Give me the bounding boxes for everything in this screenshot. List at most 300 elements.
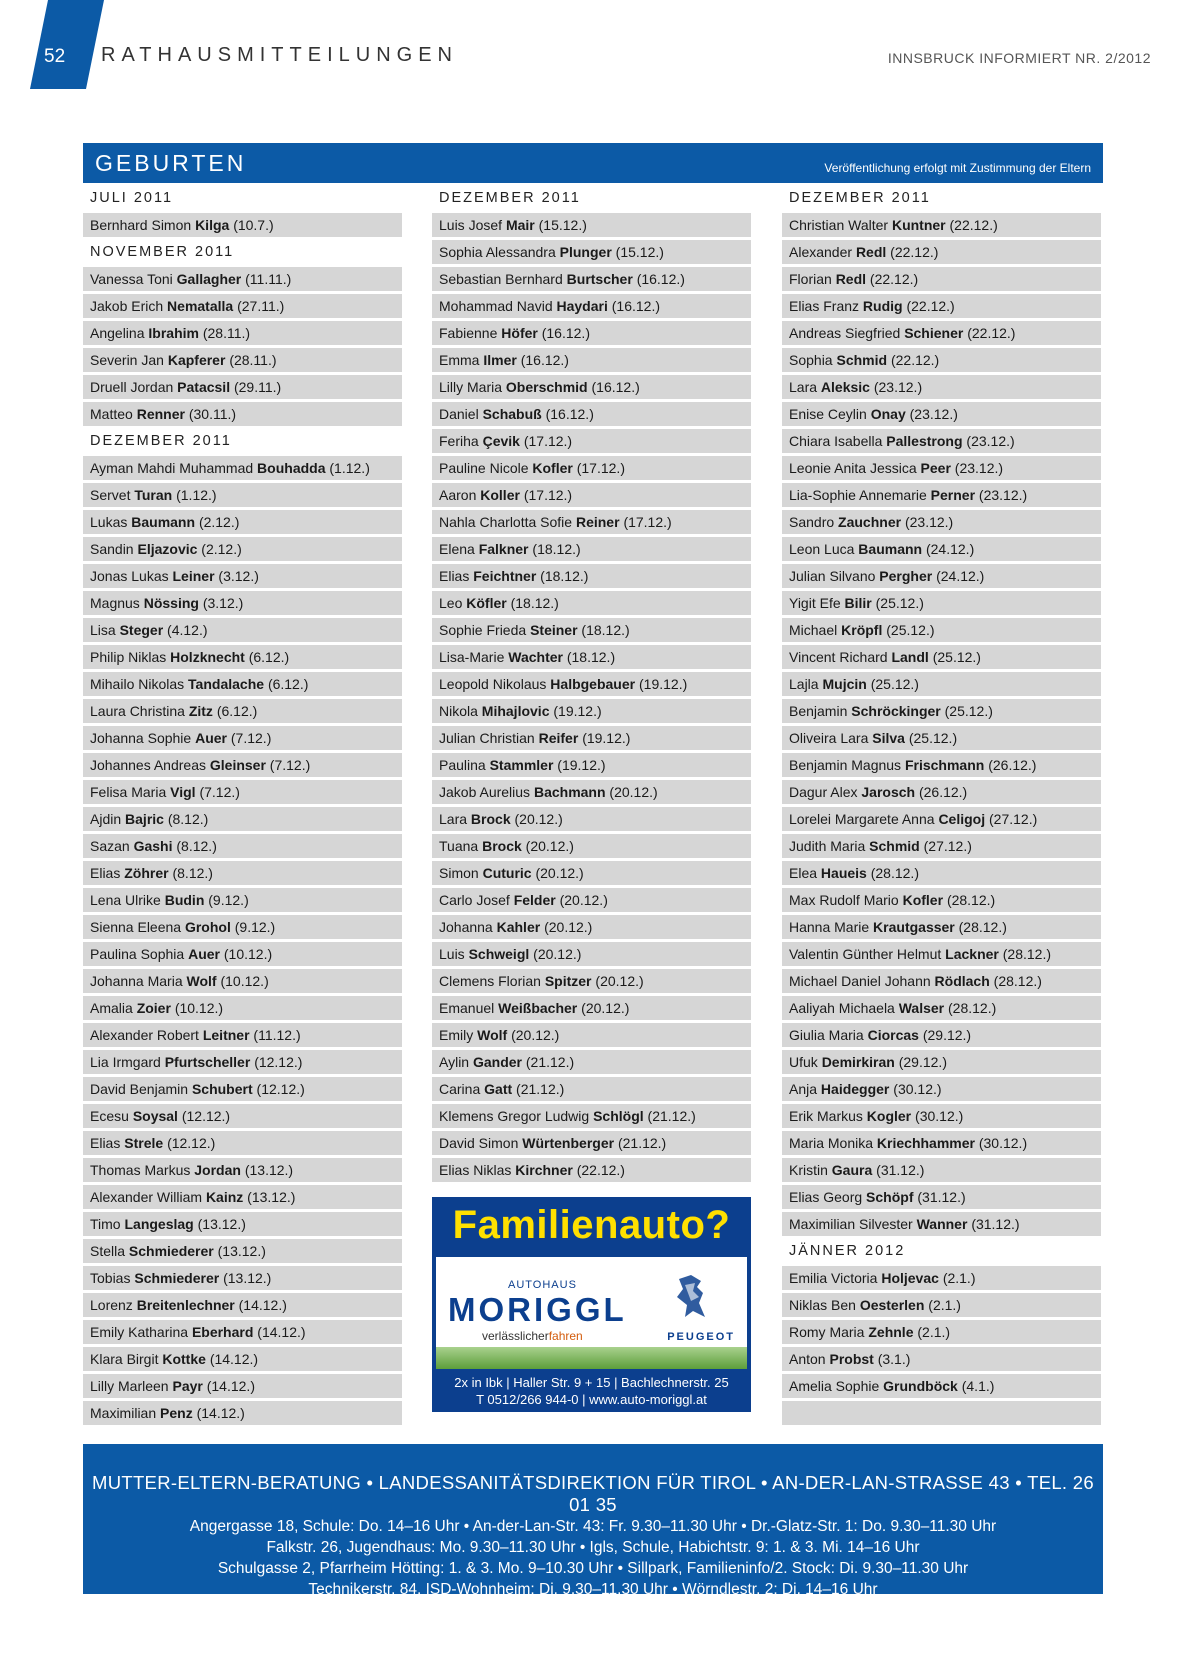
birth-entry (83, 1293, 402, 1317)
birth-entry (782, 996, 1101, 1020)
issue-label: INNSBRUCK INFORMIERT NR. 2/2012 (887, 50, 1151, 66)
first-names: Stella (90, 1243, 126, 1259)
first-names: Dagur Alex (789, 784, 858, 800)
first-names: Alexander Robert (90, 1027, 199, 1043)
birth-entry (432, 321, 751, 345)
first-names: Servet (90, 487, 131, 503)
first-names: Bernhard Simon (90, 217, 192, 233)
first-names: Johanna (439, 919, 493, 935)
birth-entry (432, 483, 751, 507)
surname: Kröpfl (841, 622, 883, 638)
first-names: Maria Monika (789, 1135, 874, 1151)
birth-entry (782, 699, 1101, 723)
birth-entry (83, 402, 402, 426)
first-names: Elias Georg (789, 1189, 863, 1205)
birth-entry (83, 1374, 402, 1398)
first-names: Enise Ceylin (789, 406, 867, 422)
birth-date: (28.12.) (948, 1000, 997, 1016)
birth-entry (782, 267, 1101, 291)
birth-date: (22.12.) (949, 217, 998, 233)
footer-line: Technikerstr. 84, ISD-Wohnheim: Di. 9.30–11.30 Uhr • Wörndlestr. 2: Di. 14–16 Uhr (308, 1581, 878, 1598)
birth-date: (4.1.) (961, 1378, 995, 1394)
surname: Pallestrong (886, 433, 963, 449)
birth-entry (782, 861, 1101, 885)
first-names: Judith Maria (789, 838, 866, 854)
birth-entry (83, 1131, 402, 1155)
first-names: Feriha (439, 433, 479, 449)
birth-date: (10.12.) (174, 1000, 224, 1016)
first-names: Ufuk (789, 1054, 818, 1070)
surname: Zitz (188, 703, 213, 719)
first-names: Lajla (789, 676, 819, 692)
first-names: Maximilian Silvester (789, 1216, 913, 1232)
birth-date: (19.12.) (639, 676, 688, 692)
birth-date: (13.12.) (223, 1270, 272, 1286)
birth-date: (19.12.) (553, 703, 602, 719)
birth-entry (782, 1077, 1101, 1101)
surname: Lackner (945, 946, 999, 962)
birth-entry (83, 1212, 402, 1236)
birth-entry (432, 618, 751, 642)
birth-entry (782, 375, 1101, 399)
birth-date: (2.1.) (942, 1270, 976, 1286)
first-names: Alexander William (90, 1189, 203, 1205)
birth-entry (83, 753, 402, 777)
footer-title: MUTTER-ELTERN-BERATUNG • LANDESSANITÄTSDIREKTION FÜR TIROL • AN-DER-LAN-STRASSE 43 • TEL. 26 01 35 (91, 1472, 1094, 1515)
birth-date: (3.1.) (877, 1351, 911, 1367)
first-names: Christian Walter (789, 217, 889, 233)
surname: Schiener (904, 325, 964, 341)
birth-entry (83, 726, 402, 750)
birth-entry (782, 834, 1101, 858)
first-names: Aylin (439, 1054, 470, 1070)
birth-date: (29.12.) (922, 1027, 972, 1043)
surname: Soysal (132, 1108, 178, 1124)
surname: Gallagher (176, 271, 242, 287)
first-names: Angelina (90, 325, 145, 341)
first-names: Emily Katharina (90, 1324, 189, 1340)
birth-date: (3.12.) (218, 568, 259, 584)
first-names: Carlo Josef (439, 892, 510, 908)
birth-date: (1.12.) (329, 460, 370, 476)
first-names: Lukas (90, 514, 128, 530)
birth-entry (782, 564, 1101, 588)
birth-date: (14.12.) (206, 1378, 255, 1394)
first-names: Pauline Nicole (439, 460, 529, 476)
birth-entry (83, 1158, 402, 1182)
surname: Plunger (559, 244, 612, 260)
surname: Onay (870, 406, 906, 422)
first-names: Lia Irmgard (90, 1054, 161, 1070)
birth-entry (782, 429, 1101, 453)
first-names: Alexander (789, 244, 853, 260)
surname: Ibrahim (148, 325, 199, 341)
footer-line: Schulgasse 2, Pfarrheim Hötting: 1. & 3. Mo. 9–10.30 Uhr • Sillpark, Familieninfo/2. Stock: Di. 9.30–11.30 Uhr (217, 1560, 969, 1577)
birth-date: (6.12.) (216, 703, 258, 719)
surname: Penz (160, 1405, 193, 1421)
ad-peugeot-label: PEUGEOT (667, 1331, 735, 1343)
first-names: Ecesu (90, 1108, 129, 1124)
birth-date: (13.12.) (197, 1216, 246, 1232)
first-names: Yigit Efe (789, 595, 841, 611)
first-names: Philip Niklas (90, 649, 167, 665)
surname: Würtenberger (522, 1135, 615, 1151)
birth-date: (6.12.) (248, 649, 290, 665)
birth-entry (432, 1023, 751, 1047)
birth-entry (432, 456, 751, 480)
birth-date: (20.12.) (535, 865, 584, 881)
moriggl-advertisement[interactable] (432, 1197, 751, 1412)
ad-logo-panel (436, 1257, 747, 1369)
surname: Bilir (844, 595, 872, 611)
surname: Steger (119, 622, 164, 638)
surname: Kofler (902, 892, 944, 908)
first-names: Leopold Nikolaus (439, 676, 547, 692)
surname: Demirkiran (821, 1054, 895, 1070)
first-names: Elias (90, 865, 121, 881)
first-names: Elea (789, 865, 818, 881)
surname: Gleinser (209, 757, 266, 773)
birth-entry (83, 1050, 402, 1074)
birth-date: (6.12.) (267, 676, 309, 692)
birth-entry (83, 861, 402, 885)
birth-date: (20.12.) (544, 919, 593, 935)
birth-entry (782, 1347, 1101, 1371)
birth-date: (14.12.) (196, 1405, 245, 1421)
birth-date: (4.12.) (167, 622, 208, 638)
footer-line: Falkstr. 26, Jugendhaus: Mo. 9.30–11.30 Uhr • Igls, Schule, Habichtstr. 9: 1. & 3. Mi. 14–16 Uhr (266, 1539, 920, 1556)
birth-date: (23.12.) (904, 514, 954, 530)
first-names: Leonie Anita Jessica (789, 460, 917, 476)
surname: Oberschmid (505, 379, 588, 395)
surname: Redl (855, 244, 887, 260)
first-names: Anja (789, 1081, 818, 1097)
birth-date: (20.12.) (581, 1000, 630, 1016)
first-names: Matteo (90, 406, 133, 422)
birth-date: (28.12.) (958, 919, 1007, 935)
birth-date: (15.12.) (538, 217, 587, 233)
first-names: Michael (789, 622, 838, 638)
first-names: Magnus (90, 595, 140, 611)
surname: Haydari (556, 298, 608, 314)
page-number: 52 (44, 46, 66, 67)
birth-date: (18.12.) (566, 649, 616, 665)
birth-entry (432, 267, 751, 291)
birth-date: (23.12.) (873, 379, 923, 395)
birth-date: (2.12.) (198, 514, 240, 530)
surname: Bachmann (533, 784, 606, 800)
first-names: Fabienne (439, 325, 498, 341)
surname: Frischmann (904, 757, 985, 773)
birth-entry (432, 645, 751, 669)
first-names: Nahla Charlotta Sofie (439, 514, 573, 530)
first-names: Elias Niklas (439, 1162, 512, 1178)
surname: Zöhrer (124, 865, 169, 881)
surname: Schöpf (866, 1189, 914, 1205)
first-names: Mohammad Navid (439, 298, 553, 314)
surname: Auer (188, 946, 220, 962)
first-names: Sienna Eleena (90, 919, 182, 935)
birth-date: (14.12.) (209, 1351, 259, 1367)
surname: Kainz (205, 1189, 244, 1205)
first-names: Luis (439, 946, 465, 962)
birth-date: (20.12.) (525, 838, 574, 854)
surname: Peer (920, 460, 951, 476)
birth-date: (21.12.) (525, 1054, 575, 1070)
surname: Bouhadda (257, 460, 326, 476)
surname: Brock (470, 811, 511, 827)
birth-date: (31.12.) (917, 1189, 966, 1205)
surname: Schubert (191, 1081, 253, 1097)
birth-entry (782, 294, 1101, 318)
ad-contact: T 0512/266 944-0 | www.auto-moriggl.at (476, 1392, 707, 1407)
birth-date: (20.12.) (533, 946, 582, 962)
parent-counseling-footer (83, 1444, 1103, 1598)
surname: Gashi (133, 838, 173, 854)
birth-entry (83, 1185, 402, 1209)
surname: Renner (136, 406, 185, 422)
surname: Schweigl (468, 946, 530, 962)
first-names: Michael Daniel Johann (789, 973, 931, 989)
first-names: Sandin (90, 541, 134, 557)
birth-date: (24.12.) (936, 568, 985, 584)
births-column-1 (83, 186, 402, 1428)
ad-address: 2x in Ibk | Haller Str. 9 + 15 | Bachlechnerstr. 25 (454, 1375, 729, 1390)
birth-date: (27.12.) (989, 811, 1038, 827)
birth-date: (10.12.) (223, 946, 273, 962)
first-names: Lisa (90, 622, 116, 638)
birth-entry (782, 456, 1101, 480)
first-names: Chiara Isabella (789, 433, 883, 449)
first-names: Johanna Sophie (90, 730, 192, 746)
ad-slogan-part-a: verlässlicher (482, 1329, 549, 1343)
surname: Schmid (869, 838, 920, 854)
first-names: Maximilian (90, 1405, 157, 1421)
birth-entry (83, 213, 402, 237)
birth-date: (29.11.) (233, 379, 282, 395)
month-heading: JULI 2011 (90, 190, 174, 206)
surname: Wanner (916, 1216, 968, 1232)
surname: Kofler (532, 460, 573, 476)
surname: Kahler (496, 919, 541, 935)
birth-entry (782, 780, 1101, 804)
birth-date: (29.12.) (898, 1054, 947, 1070)
surname: Steiner (530, 622, 578, 638)
birth-date: (25.12.) (870, 676, 919, 692)
first-names: Timo (90, 1216, 121, 1232)
first-names: Jakob Aurelius (439, 784, 531, 800)
births-column-3 (782, 186, 1101, 1428)
birth-entry (432, 1104, 751, 1128)
birth-entry (83, 510, 402, 534)
first-names: Andreas Siegfried (789, 325, 901, 341)
surname: Gatt (484, 1081, 513, 1097)
first-names: Emily (439, 1027, 474, 1043)
birth-entry (782, 1104, 1101, 1128)
surname: Nematalla (167, 298, 234, 314)
first-names: Amalia (90, 1000, 133, 1016)
surname: Kottke (162, 1351, 206, 1367)
first-names: Sazan (90, 838, 130, 854)
first-names: Druell Jordan (90, 379, 174, 395)
birth-date: (20.12.) (511, 1027, 560, 1043)
birth-entry (782, 1212, 1101, 1236)
first-names: Thomas Markus (90, 1162, 191, 1178)
birth-date: (8.12.) (172, 865, 213, 881)
birth-entry (782, 1266, 1101, 1290)
surname: Jarosch (861, 784, 916, 800)
birth-date: (16.12.) (520, 352, 569, 368)
first-names: Johanna Maria (90, 973, 183, 989)
surname: Auer (195, 730, 227, 746)
birth-entry (83, 699, 402, 723)
birth-entry (782, 942, 1101, 966)
first-names: Laura Christina (90, 703, 185, 719)
birth-entry (782, 807, 1101, 831)
surname: Zehnle (868, 1324, 914, 1340)
birth-date: (12.12.) (254, 1054, 303, 1070)
first-names: Jonas Lukas (90, 568, 169, 584)
birth-date: (26.12.) (988, 757, 1037, 773)
first-names: Luis Josef (439, 217, 503, 233)
surname: Silva (872, 730, 905, 746)
first-names: Lara (789, 379, 818, 395)
surname: Schlögl (593, 1108, 644, 1124)
consent-note: Veröffentlichung erfolgt mit Zustimmung der Eltern (824, 161, 1091, 175)
first-names: Julian Christian (439, 730, 535, 746)
birth-date: (17.12.) (523, 433, 573, 449)
birth-date: (3.12.) (202, 595, 244, 611)
birth-date: (23.12.) (909, 406, 958, 422)
surname: Baumann (131, 514, 196, 530)
surname: Çevik (482, 433, 520, 449)
first-names: Aaliyah Michaela (789, 1000, 895, 1016)
surname: Holzknecht (170, 649, 245, 665)
surname: Burtscher (566, 271, 633, 287)
birth-entry (432, 402, 751, 426)
birth-entry (782, 537, 1101, 561)
birth-entry (432, 1158, 751, 1182)
first-names: Lilly Marleen (90, 1378, 169, 1394)
first-names: Max Rudolf Mario (789, 892, 899, 908)
surname: Patacsil (177, 379, 231, 395)
birth-date: (14.12.) (257, 1324, 306, 1340)
birth-entry (782, 753, 1101, 777)
surname: Pfurtscheller (164, 1054, 251, 1070)
surname: Zauchner (838, 514, 902, 530)
birth-date: (28.12.) (1002, 946, 1051, 962)
birth-date: (22.12.) (890, 352, 940, 368)
birth-entry (83, 888, 402, 912)
birth-entry (782, 1293, 1101, 1317)
first-names: Leo (439, 595, 463, 611)
birth-entry (83, 996, 402, 1020)
ad-autohaus-label: AUTOHAUS (508, 1279, 577, 1291)
first-names: Kristin (789, 1162, 828, 1178)
first-names: Anton (789, 1351, 826, 1367)
surname: Gaura (831, 1162, 873, 1178)
birth-entry (432, 699, 751, 723)
birth-date: (18.12.) (532, 541, 581, 557)
month-heading: NOVEMBER 2011 (90, 244, 235, 260)
first-names: Sophia (789, 352, 833, 368)
birth-entry (432, 591, 751, 615)
birth-date: (20.12.) (595, 973, 644, 989)
first-names: Elena (439, 541, 475, 557)
surname: Landl (891, 649, 929, 665)
birth-date: (28.12.) (993, 973, 1042, 989)
birth-entry (83, 537, 402, 561)
first-names: Sophia Alessandra (439, 244, 556, 260)
birth-date: (8.12.) (176, 838, 217, 854)
birth-date: (28.12.) (870, 865, 919, 881)
surname: Kriechhammer (876, 1135, 975, 1151)
birth-entry (432, 375, 751, 399)
birth-entry (782, 969, 1101, 993)
surname: Eberhard (191, 1324, 254, 1340)
surname: Rudig (862, 298, 903, 314)
birth-entry (782, 1320, 1101, 1344)
surname: Reifer (538, 730, 579, 746)
surname: Redl (835, 271, 867, 287)
first-names: Paulina Sophia (90, 946, 185, 962)
birth-date: (10.7.) (233, 217, 274, 233)
first-names: Mihailo Nikolas (90, 676, 185, 692)
surname: Schmiederer (134, 1270, 220, 1286)
birth-entry (83, 456, 402, 480)
birth-entry (432, 915, 751, 939)
birth-entry (782, 240, 1101, 264)
birth-date: (21.12.) (617, 1135, 667, 1151)
surname: Kilga (195, 217, 230, 233)
birth-entry (782, 618, 1101, 642)
first-names: Amelia Sophie (789, 1378, 880, 1394)
surname: Bajric (125, 811, 164, 827)
surname: Eljazovic (137, 541, 198, 557)
birth-entry (432, 726, 751, 750)
birth-entry (83, 969, 402, 993)
birth-date: (19.12.) (582, 730, 631, 746)
surname: Höfer (501, 325, 538, 341)
birth-entry (432, 213, 751, 237)
surname: Leitner (202, 1027, 250, 1043)
birth-date: (19.12.) (557, 757, 606, 773)
empty-row (782, 1401, 1101, 1425)
first-names: Julian Silvano (789, 568, 876, 584)
birth-date: (30.12.) (893, 1081, 942, 1097)
birth-entry (782, 348, 1101, 372)
surname: Rödlach (934, 973, 990, 989)
birth-date: (15.12.) (615, 244, 664, 260)
birth-date: (2.1.) (928, 1297, 961, 1313)
surname: Halbgebauer (550, 676, 636, 692)
surname: Haueis (820, 865, 867, 881)
first-names: Clemens Florian (439, 973, 541, 989)
first-names: Lorenz (90, 1297, 133, 1313)
birth-date: (25.12.) (875, 595, 924, 611)
birth-date: (17.12.) (623, 514, 672, 530)
month-heading: DEZEMBER 2011 (789, 190, 931, 206)
surname: Cuturic (482, 865, 532, 881)
birth-entry (782, 1131, 1101, 1155)
birth-entry (83, 780, 402, 804)
surname: Ilmer (483, 352, 517, 368)
birth-date: (31.12.) (971, 1216, 1020, 1232)
surname: Budin (164, 892, 205, 908)
birth-date: (28.11.) (202, 325, 251, 341)
birth-entry (432, 753, 751, 777)
birth-date: (21.12.) (647, 1108, 696, 1124)
